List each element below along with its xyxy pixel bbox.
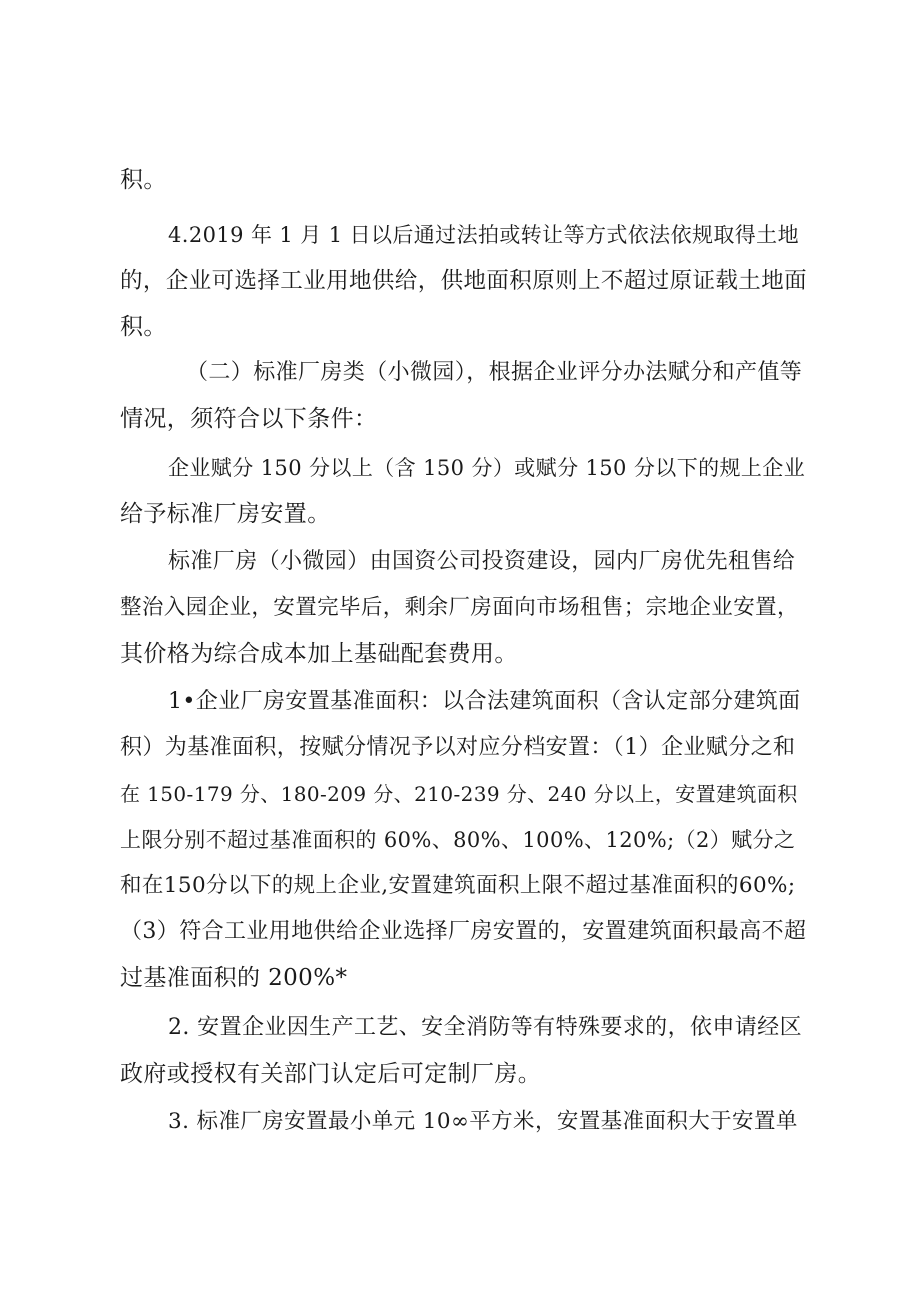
text-line: （二）标准厂房类（小微园），根据企业评分办法赋分和产值等: [186, 360, 803, 385]
text-line: 过基准面积的 200%*: [120, 965, 348, 991]
text-line: 2. 安置企业因生产工艺、安全消防等有特殊要求的，依申请经区: [168, 1015, 802, 1040]
text-line: 其价格为综合成本加上基础配套费用。: [120, 641, 518, 667]
text-line: 积）为基准面积，按赋分情况予以对应分档安置：（1）企业赋分之和: [120, 735, 796, 760]
text-line: 企业赋分 150 分以上（含 150 分）或赋分 150 分以下的规上企业: [168, 456, 806, 480]
text-line: 在 150-179 分、180-209 分、210-239 分、240 分以上，安置建筑面积: [120, 782, 798, 806]
text-line: 整治入园企业，安置完毕后，剩余厂房面向市场租售；宗地企业安置，: [120, 595, 799, 620]
text-line: 和在150分以下的规上企业,安置建筑面积上限不超过基准面积的60%;: [120, 873, 796, 898]
text-line: 上限分别不超过基准面积的 60%、80%、100%、120%;（2）赋分之: [120, 828, 796, 852]
text-line: 的，企业可选择工业用地供给，供地面积原则上不超过原证载土地面: [120, 268, 808, 294]
text-line: 积。: [120, 167, 167, 193]
text-line: 情况，须符合以下条件：: [120, 406, 378, 432]
text-line: 3. 标准厂房安置最小单元 10∞平方米，安置基准面积大于安置单: [168, 1109, 798, 1134]
text-line: 政府或授权有关部门认定后可定制厂房。: [120, 1061, 542, 1087]
text-line: 标准厂房（小微园）由国资公司投资建设，园内厂房优先租售给: [168, 549, 796, 574]
text-line: 积。: [120, 314, 167, 340]
text-line: 1•企业厂房安置基准面积：以合法建筑面积（含认定部分建筑面: [168, 689, 801, 714]
text-line: 给予标准厂房安置。: [120, 501, 331, 527]
text-line: （3）符合工业用地供给企业选择厂房安置的，安置建筑面积最高不超: [120, 919, 807, 944]
text-line: 4.2019 年 1 月 1 日以后通过法拍或转让等方式依法依规取得土地: [168, 223, 799, 247]
